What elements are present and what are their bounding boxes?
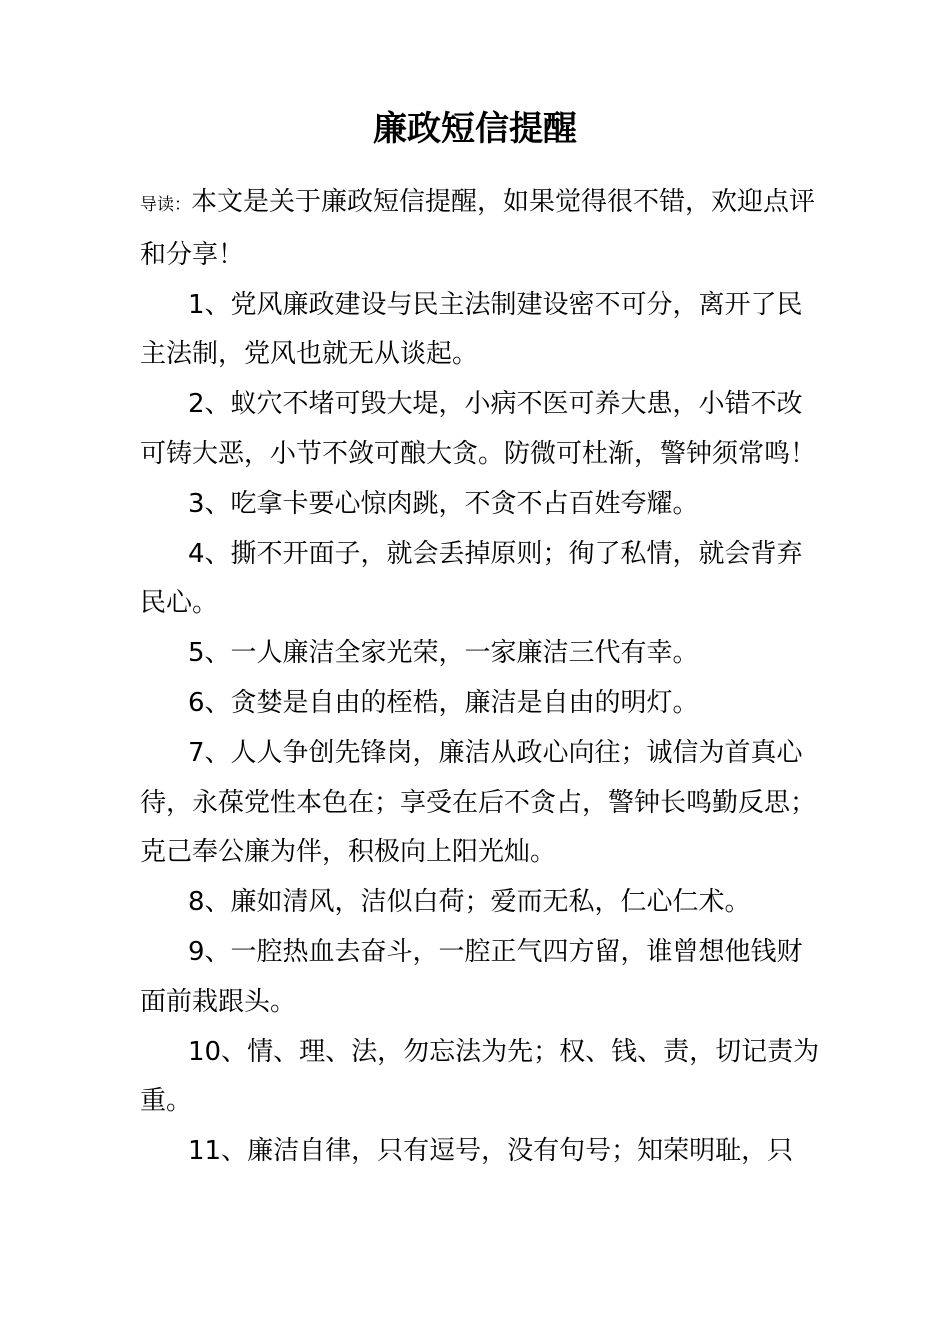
document-body: [140, 178, 822, 1177]
list-item: 1、党风廉政建设与民主法制建设密不可分，离开了民主法制，党风也就无从谈起。: [140, 289, 803, 370]
list-item: 6、贪婪是自由的桎梏，廉洁是自由的明灯。: [188, 687, 699, 718]
intro-text: 本文是关于廉政短信提醒，如果觉得很不错，欢迎点评和分享！: [140, 187, 816, 270]
list-item: 9、一腔热血去奋斗，一腔正气四方留，谁曾想他钱财面前栽跟头。: [140, 936, 803, 1017]
list-item: 7、人人争创先锋岗，廉洁从政心向往；诚信为首真心待，永葆党性本色在；享受在后不贪占，警钟长鸣勤反思；克己奉公廉为伴，积极向上阳光灿。: [140, 737, 817, 868]
intro-label: 导读：: [140, 195, 191, 215]
list-item: 10、情、理、法，勿忘法为先；权、钱、责，切记责为重。: [140, 1036, 820, 1117]
list-item: 5、一人廉洁全家光荣，一家廉洁三代有幸。: [188, 638, 699, 669]
list-item: 11、廉洁自律，只有逗号，没有句号；知荣明耻，只: [188, 1136, 794, 1167]
list-item: 3、吃拿卡要心惊肉跳，不贪不占百姓夸耀。: [188, 488, 699, 519]
list-item: 2、蚁穴不堵可毁大堤，小病不医可养大患，小错不改可铸大恶，小节不敛可酿大贪。防微可杜渐，警钟须常鸣！: [140, 389, 817, 469]
list-item: 4、撕不开面子，就会丢掉原则；徇了私情，就会背弃民心。: [140, 538, 803, 619]
list-item: 8、廉如清风，洁似白荷；爱而无私，仁心仁术。: [188, 887, 751, 918]
intro-paragraph: [140, 178, 822, 281]
document-title: 廉政短信提醒: [373, 109, 577, 149]
